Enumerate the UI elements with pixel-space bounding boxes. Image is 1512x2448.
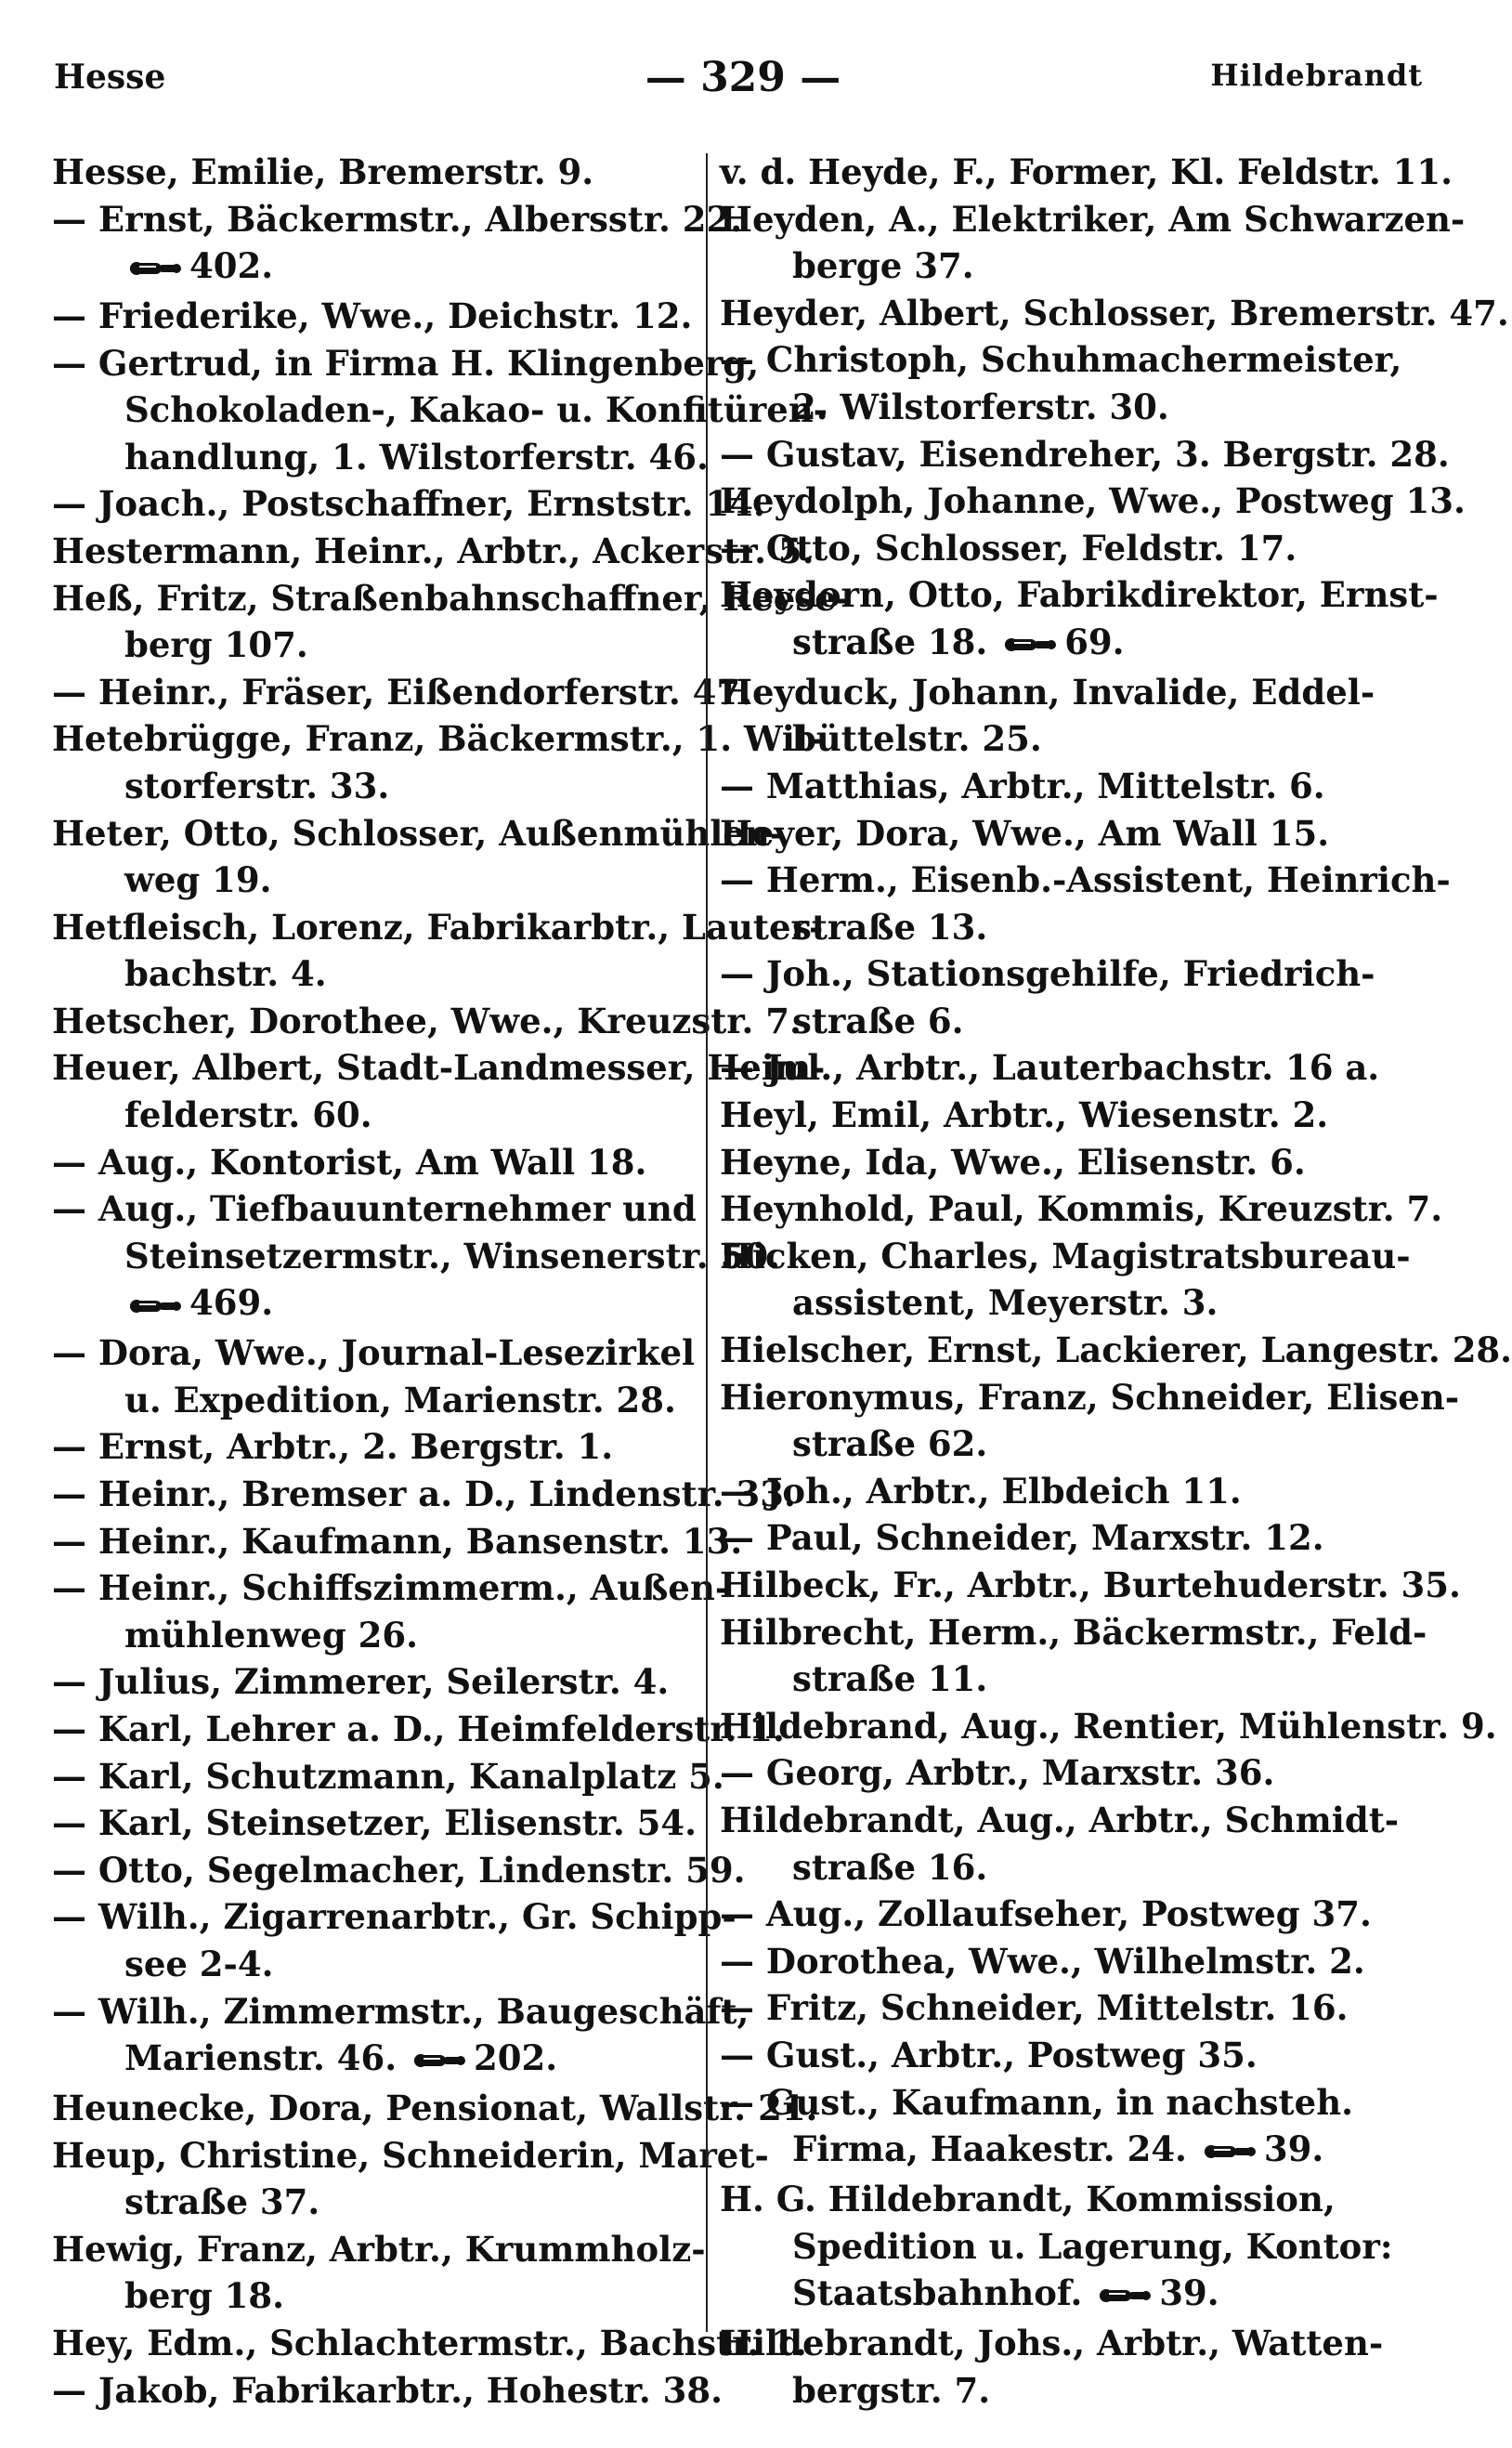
entry-text: Hieronymus, Franz, Schneider, Elisen- xyxy=(720,1376,1460,1418)
directory-entry xyxy=(720,2032,1370,2079)
entry-text: berge 37. xyxy=(792,245,974,287)
entry-text: Hilbeck, Fr., Arbtr., Burtehuderstr. 35. xyxy=(720,1564,1461,1606)
entry-line xyxy=(720,2367,1370,2415)
entry-line xyxy=(52,998,802,1045)
directory-entry xyxy=(720,290,1509,337)
directory-entry xyxy=(720,571,1439,668)
entry-line xyxy=(52,2179,693,2226)
entry-text: u. Expedition, Marienstr. 28. xyxy=(124,1379,676,1420)
directory-entry xyxy=(52,149,693,196)
entry-text: Hilbrecht, Herm., Bäckermstr., Feld- xyxy=(720,1611,1427,1653)
entry-text: berg 18. xyxy=(124,2275,285,2317)
directory-entry xyxy=(52,196,743,293)
directory-entry xyxy=(52,998,802,1045)
entry-line xyxy=(52,1988,749,2036)
directory-entry xyxy=(52,1423,693,1471)
entry-line xyxy=(720,2270,1370,2320)
entry-line xyxy=(720,950,1375,998)
entry-line xyxy=(52,434,709,481)
entry-line xyxy=(720,384,1370,431)
entry-line xyxy=(720,336,1402,384)
entry-line xyxy=(720,1703,1497,1750)
directory-entry xyxy=(52,1564,730,1658)
entry-text: Heynhold, Paul, Kommis, Kreuzstr. 7. xyxy=(720,1188,1443,1230)
entry-text: Hicken, Charles, Magistratsbureau- xyxy=(720,1235,1411,1276)
entry-text: — Heinr., Fräser, Eißendorferstr. 47. xyxy=(52,671,753,713)
entry-text: Hildebrandt, Johs., Arbtr., Watten- xyxy=(720,2322,1384,2363)
entry-text: Heyden, A., Elektriker, Am Schwarzen- xyxy=(720,198,1466,240)
entry-line xyxy=(52,1800,697,1847)
entry-text: see 2-4. xyxy=(124,1943,274,1984)
entry-text: — Heinr., Schiffszimmerm., Außen- xyxy=(52,1567,730,1609)
entry-text: Schokoladen-, Kakao- u. Konfitüren- xyxy=(124,389,828,431)
telephone-number: 402. xyxy=(189,245,274,287)
entry-text: — Aug., Zollaufseher, Postweg 37. xyxy=(720,1893,1372,1935)
entry-line xyxy=(720,2176,1370,2223)
entry-line xyxy=(52,1329,696,1377)
entry-line xyxy=(720,1514,1370,1562)
entry-line xyxy=(52,715,823,763)
entry-line xyxy=(720,1092,1370,1139)
entry-line xyxy=(52,950,693,998)
entry-text: Hielscher, Ernst, Lackierer, Langestr. 28. xyxy=(720,1329,1512,1371)
entry-line xyxy=(720,1797,1400,1844)
entry-line xyxy=(52,1658,693,1706)
directory-entry xyxy=(720,1514,1370,1562)
entry-text: — Fritz, Schneider, Mittelstr. 16. xyxy=(720,1987,1349,2029)
entry-text: — Joh., Stationsgehilfe, Friedrich- xyxy=(720,953,1375,995)
entry-line xyxy=(720,1656,1370,1703)
entry-line xyxy=(720,2032,1370,2079)
entry-line xyxy=(720,2320,1384,2367)
entry-line xyxy=(52,2132,769,2180)
directory-entry xyxy=(52,2085,818,2132)
directory-entry xyxy=(720,149,1453,196)
entry-text: straße 62. xyxy=(792,1423,988,1465)
directory-entry xyxy=(720,336,1402,430)
entry-line xyxy=(52,1612,693,1659)
entry-text: — Gust., Arbtr., Postweg 35. xyxy=(720,2034,1258,2075)
directory-entry xyxy=(720,1938,1370,1985)
directory-entry xyxy=(720,1139,1370,1186)
entry-line xyxy=(720,1891,1370,1938)
entry-text: — Wilh., Zigarrenarbtr., Gr. Schipp- xyxy=(52,1896,736,1938)
entry-line xyxy=(720,242,1370,290)
entry-text: — Paul, Schneider, Marxstr. 12. xyxy=(720,1517,1324,1559)
directory-entry xyxy=(52,810,785,904)
entry-line xyxy=(52,1044,826,1092)
entry-line xyxy=(720,290,1509,337)
directory-entry xyxy=(52,1044,826,1138)
entry-text: — Aug., Kontorist, Am Wall 18. xyxy=(52,1141,647,1183)
entry-text: — Otto, Schlosser, Feldstr. 17. xyxy=(720,527,1297,569)
directory-entry xyxy=(52,2320,807,2367)
directory-entry xyxy=(52,340,828,481)
telephone-number: 469. xyxy=(189,1282,274,1324)
entry-line xyxy=(52,1847,746,1894)
directory-entry xyxy=(52,1800,697,1847)
entry-line xyxy=(720,1279,1370,1327)
entry-line xyxy=(720,2126,1370,2176)
entry-text: 2. Wilstorferstr. 30. xyxy=(792,386,1169,427)
directory-entry xyxy=(720,950,1375,1044)
entry-line xyxy=(720,1327,1512,1374)
entry-text: Marienstr. 46. xyxy=(124,2037,398,2079)
directory-entry xyxy=(720,669,1375,763)
directory-entry xyxy=(720,196,1466,290)
directory-entry xyxy=(720,1233,1411,1327)
entry-line xyxy=(720,196,1466,243)
entry-text: bachstr. 4. xyxy=(124,953,327,995)
entry-text: straße 11. xyxy=(792,1658,988,1700)
entry-line xyxy=(52,1471,796,1518)
entry-text: — Karl, Schutzmann, Kanalplatz 5. xyxy=(52,1755,724,1797)
directory-entry xyxy=(720,1609,1427,1703)
entry-line xyxy=(720,1044,1380,1092)
entry-text: Heydorn, Otto, Fabrikdirektor, Ernst- xyxy=(720,574,1439,616)
directory-entry xyxy=(720,1562,1461,1609)
telephone-icon xyxy=(1003,622,1057,669)
directory-entry xyxy=(52,1518,743,1565)
entry-text: — Ernst, Arbtr., 2. Bergstr. 1. xyxy=(52,1426,614,1468)
entry-text: Heydolph, Johanne, Wwe., Postweg 13. xyxy=(720,480,1466,522)
directory-entry xyxy=(720,1468,1370,1515)
directory-entry xyxy=(720,810,1370,857)
entry-text: felderstr. 60. xyxy=(124,1094,372,1136)
right-column xyxy=(720,149,1512,2414)
directory-entry xyxy=(52,2132,769,2226)
entry-line xyxy=(52,340,760,387)
entry-text: mühlenweg 26. xyxy=(124,1614,418,1656)
entry-line xyxy=(720,1374,1460,1421)
entry-text: handlung, 1. Wilstorferstr. 46. xyxy=(124,436,709,478)
entry-line xyxy=(720,1984,1370,2032)
entry-text: — Jakob, Fabrikarbtr., Hohestr. 38. xyxy=(52,2369,723,2411)
directory-entry xyxy=(52,1185,780,1329)
entry-text: — Gustav, Eisendreher, 3. Bergstr. 28. xyxy=(720,433,1450,475)
entry-text: Firma, Haakestr. 24. xyxy=(792,2128,1187,2170)
directory-entry xyxy=(720,2079,1370,2176)
entry-line xyxy=(52,904,824,951)
entry-text: — Dorothea, Wwe., Wilhelmstr. 2. xyxy=(720,1940,1365,1982)
entry-text: Hestermann, Heinr., Arbtr., Ackerstr. 5. xyxy=(52,530,815,571)
entry-text: Hildebrandt, Aug., Arbtr., Schmidt- xyxy=(720,1799,1400,1840)
entry-text: Hesse, Emilie, Bremerstr. 9. xyxy=(52,151,594,192)
directory-entry xyxy=(52,669,753,716)
directory-entry xyxy=(720,1374,1460,1468)
entry-line xyxy=(52,480,765,528)
directory-entry xyxy=(52,2367,723,2415)
entry-line xyxy=(52,2367,723,2415)
directory-entry xyxy=(720,763,1370,810)
entry-line xyxy=(52,2226,706,2273)
entry-text: Hetebrügge, Franz, Bäckermstr., 1. Wil- xyxy=(52,718,823,760)
entry-text: straße 16. xyxy=(792,1846,988,1888)
entry-text: — Dora, Wwe., Journal-Lesezirkel xyxy=(52,1332,696,1374)
entry-line xyxy=(52,2320,807,2367)
entry-line xyxy=(720,1749,1370,1797)
directory-entry xyxy=(720,1327,1512,1374)
directory-entry xyxy=(52,1753,724,1800)
entry-text: Spedition u. Lagerung, Kontor: xyxy=(792,2225,1393,2267)
entry-line xyxy=(720,1844,1370,1892)
entry-text: — Heinr., Bremser a. D., Lindenstr. 33. xyxy=(52,1473,796,1515)
entry-text: Hetfleisch, Lorenz, Fabrikarbtr., Lauter- xyxy=(52,906,824,948)
entry-line xyxy=(52,1753,724,1800)
directory-entry xyxy=(720,478,1466,525)
entry-text: straße 37. xyxy=(124,2181,320,2223)
entry-line xyxy=(52,810,785,857)
entry-text: — Friederike, Wwe., Deichstr. 12. xyxy=(52,295,693,336)
entry-text: — Julius, Zimmerer, Seilerstr. 4. xyxy=(52,1661,670,1703)
entry-line xyxy=(52,1233,780,1280)
page-number: — 329 — xyxy=(645,54,841,101)
telephone-icon xyxy=(412,2037,466,2085)
entry-line xyxy=(720,431,1450,478)
entry-text: straße 6. xyxy=(792,1000,964,1041)
entry-text: Heyder, Albert, Schlosser, Bremerstr. 47. xyxy=(720,292,1509,334)
running-head-right: Hildebrandt xyxy=(1210,58,1423,93)
directory-entry xyxy=(52,575,852,669)
directory-entry xyxy=(52,528,815,575)
entry-text: — Matthias, Arbtr., Mittelstr. 6. xyxy=(720,765,1325,806)
entry-text: Hewig, Franz, Arbtr., Krummholz- xyxy=(52,2228,706,2270)
column-divider xyxy=(706,153,708,2332)
entry-line xyxy=(52,1706,785,1753)
directory-entry xyxy=(720,1044,1380,1092)
entry-text: straße 13. xyxy=(792,906,988,948)
entry-text: straße 18. xyxy=(792,621,988,662)
directory-entry xyxy=(52,1471,796,1518)
entry-text: Heyduck, Johann, Invalide, Eddel- xyxy=(720,671,1375,713)
entry-line xyxy=(52,575,852,622)
entry-text: v. d. Heyde, F., Former, Kl. Feldstr. 11. xyxy=(720,151,1453,192)
telephone-number: 202. xyxy=(473,2037,558,2079)
entry-text: — Ernst, Bäckermstr., Albersstr. 22. xyxy=(52,198,743,240)
entry-text: — Heinr., Kaufmann, Bansenstr. 13. xyxy=(52,1520,743,1562)
entry-line xyxy=(52,2085,818,2132)
directory-entry xyxy=(52,1329,696,1423)
entry-text: Heyne, Ida, Wwe., Elisenstr. 6. xyxy=(720,1141,1306,1183)
entry-line xyxy=(720,857,1451,904)
entry-text: bergstr. 7. xyxy=(792,2369,991,2411)
entry-text: Staatsbahnhof. xyxy=(792,2272,1083,2314)
telephone-number: 39. xyxy=(1159,2272,1219,2314)
entry-line xyxy=(720,1233,1411,1280)
directory-entry xyxy=(52,1847,746,1894)
entry-text: — Christoph, Schuhmachermeister, xyxy=(720,339,1402,381)
entry-text: Hetscher, Dorothee, Wwe., Kreuzstr. 7. xyxy=(52,1000,802,1041)
entry-line xyxy=(52,669,753,716)
directory-entry xyxy=(720,1749,1370,1797)
entry-line xyxy=(52,1518,743,1565)
entry-line xyxy=(52,386,828,434)
entry-line xyxy=(720,2223,1393,2271)
entry-text: — Otto, Segelmacher, Lindenstr. 59. xyxy=(52,1849,746,1891)
entry-line xyxy=(720,571,1439,619)
running-head-left: Hesse xyxy=(54,58,166,97)
entry-line xyxy=(52,1279,693,1329)
entry-line xyxy=(52,1423,693,1471)
entry-text: — Gust., Kaufmann, in nachsteh. xyxy=(720,2081,1353,2123)
directory-entry xyxy=(720,1891,1370,1938)
entry-line xyxy=(52,2272,693,2320)
entry-text: — Georg, Arbtr., Marxstr. 36. xyxy=(720,1752,1275,1794)
telephone-icon xyxy=(128,1283,182,1330)
directory-entry xyxy=(720,2320,1384,2414)
entry-text: — Jul., Arbtr., Lauterbachstr. 16 a. xyxy=(720,1047,1380,1089)
entry-text: — Karl, Steinsetzer, Elisenstr. 54. xyxy=(52,1802,697,1844)
entry-line xyxy=(720,1468,1370,1515)
entry-line xyxy=(52,1185,697,1233)
entry-text: — Karl, Lehrer a. D., Heimfelderstr. 1. xyxy=(52,1708,785,1749)
directory-entry xyxy=(52,293,693,340)
directory-entry xyxy=(52,1706,785,1753)
entry-line xyxy=(52,1377,693,1424)
entry-text: — Herm., Eisenb.-Assistent, Heinrich- xyxy=(720,859,1451,901)
telephone-number: 69. xyxy=(1064,621,1125,662)
entry-text: Steinsetzermstr., Winsenerstr. 50. xyxy=(124,1235,780,1276)
directory-entry xyxy=(52,1658,693,1706)
entry-line xyxy=(52,763,693,810)
entry-text: büttelstr. 25. xyxy=(792,718,1042,760)
entry-text: berg 107. xyxy=(124,624,308,666)
entry-line xyxy=(52,149,693,196)
directory-entry xyxy=(52,1139,693,1186)
entry-line xyxy=(720,1562,1461,1609)
entry-line xyxy=(52,1139,693,1186)
entry-line xyxy=(52,857,693,904)
entry-line xyxy=(52,2035,693,2085)
entry-line xyxy=(720,619,1370,669)
entry-line xyxy=(720,1609,1427,1656)
entry-text: — Aug., Tiefbauunternehmer und xyxy=(52,1188,697,1230)
entry-line xyxy=(52,242,693,293)
entry-text: Heß, Fritz, Straßenbahnschaffner, Reese- xyxy=(52,577,852,619)
directory-entry xyxy=(52,2226,706,2320)
entry-text: Hey, Edm., Schlachtermstr., Bachstr. 1. xyxy=(52,2322,807,2363)
entry-text: Heunecke, Dora, Pensionat, Wallstr. 21. xyxy=(52,2087,818,2128)
entry-line xyxy=(52,196,743,243)
entry-text: — Joh., Arbtr., Elbdeich 11. xyxy=(720,1470,1242,1512)
directory-entry xyxy=(52,904,824,998)
directory-entry xyxy=(720,1092,1370,1139)
entry-line xyxy=(720,904,1370,951)
directory-entry xyxy=(52,480,765,528)
entry-line xyxy=(720,715,1370,763)
entry-line xyxy=(52,528,815,575)
entry-line xyxy=(52,622,693,669)
entry-line xyxy=(52,293,693,340)
directory-entry xyxy=(52,1988,749,2085)
telephone-number: 39. xyxy=(1263,2128,1324,2170)
entry-line xyxy=(52,1092,693,1139)
entry-text: Heyl, Emil, Arbtr., Wiesenstr. 2. xyxy=(720,1094,1329,1136)
entry-line xyxy=(720,1420,1370,1468)
entry-text: Heup, Christine, Schneiderin, Maret- xyxy=(52,2134,769,2176)
entry-text: assistent, Meyerstr. 3. xyxy=(792,1282,1219,1324)
directory-entry xyxy=(720,1185,1443,1233)
entry-line xyxy=(720,998,1370,1045)
entry-text: H. G. Hildebrandt, Kommission, xyxy=(720,2178,1336,2219)
entry-line xyxy=(52,1564,730,1612)
entry-text: — Wilh., Zimmermstr., Baugeschäft, xyxy=(52,1990,749,2032)
entry-text: Heuer, Albert, Stadt-Landmesser, Heim- xyxy=(52,1047,826,1089)
directory-entry xyxy=(52,715,823,809)
entry-text: Hildebrand, Aug., Rentier, Mühlenstr. 9. xyxy=(720,1705,1497,1747)
entry-line xyxy=(720,1185,1443,1233)
directory-entry xyxy=(720,1984,1370,2032)
directory-entry xyxy=(720,525,1370,572)
entry-line xyxy=(720,525,1370,572)
entry-line xyxy=(52,1941,693,1988)
entry-line xyxy=(720,149,1453,196)
entry-text: weg 19. xyxy=(124,859,272,901)
entry-text: storferstr. 33. xyxy=(124,765,390,806)
entry-line xyxy=(720,810,1370,857)
entry-line xyxy=(52,1893,736,1941)
entry-line xyxy=(720,669,1375,716)
left-column xyxy=(52,149,852,2414)
directory-entry xyxy=(720,1703,1497,1750)
entry-text: — Gertrud, in Firma H. Klingenberg, xyxy=(52,342,760,384)
directory-entry xyxy=(720,857,1451,950)
telephone-icon xyxy=(1098,2272,1152,2320)
entry-line xyxy=(720,478,1466,525)
directory-entry xyxy=(720,1797,1400,1891)
entry-line xyxy=(720,1139,1370,1186)
entry-text: Heter, Otto, Schlosser, Außenmühlen- xyxy=(52,812,785,854)
telephone-icon xyxy=(128,245,182,293)
directory-entry xyxy=(52,1893,736,1987)
entry-line xyxy=(720,1938,1370,1985)
telephone-icon xyxy=(1203,2128,1257,2176)
entry-line xyxy=(720,763,1370,810)
entry-line xyxy=(720,2079,1370,2127)
entry-text: Heyer, Dora, Wwe., Am Wall 15. xyxy=(720,812,1330,854)
entry-text: — Joach., Postschaffner, Ernststr. 14. xyxy=(52,483,765,525)
directory-entry xyxy=(720,431,1450,478)
directory-entry xyxy=(720,2176,1393,2320)
